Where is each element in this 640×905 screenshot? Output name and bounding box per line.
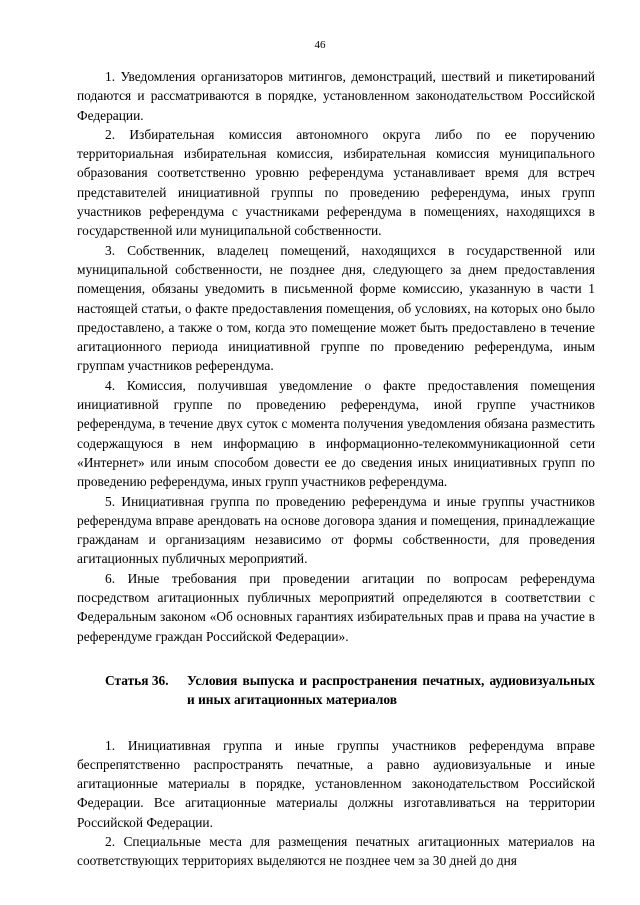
paragraph-6: 6. Иные требования при проведении агитации по вопросам референдума посредством агитационных публичных мероприятий определяются в соответствии с Федеральным законом «Об основных гарантиях избирательных прав и права на участие в референдуме граждан Российской Федерации».: [77, 570, 595, 644]
article-heading: [77, 671, 595, 710]
article-paragraph-2: 2. Специальные места для размещения печатных агитационных материалов на соответствующих территориях выделяются не позднее чем за 30 дней до дня: [77, 833, 595, 869]
paragraph-5: 5. Инициативная группа по проведению референдума и иные группы участников референдума вправе арендовать на основе договора здания и помещения, принадлежащие гражданам и организациям независимо от формы собственности, для проведения агитационных публичных мероприятий.: [77, 493, 595, 567]
paragraph-2: 2. Избирательная комиссия автономного округа либо по ее поручению территориальная избирательная комиссия, избирательная комиссия муниципального образования соответственно уровню референдума устанавливает время для встреч представителей инициативной группы по проведению референдума, иных групп участников референдума с участниками референдума в помещениях, находящихся в государственной или муниципальной собственности.: [77, 126, 595, 239]
paragraph-3: 3. Собственник, владелец помещений, находящихся в государственной или муниципальной собственности, не позднее дня, следующего за днем предоставления помещения, обязаны уведомить в письменной форме комиссию, указанную в части 1 настоящей статьи, о факте предоставления помещения, об условиях, на которых оно было предоставлено, а также о том, когда это помещение может быть предоставлено в течение агитационного периода инициативной группе по проведению референдума, иным группам участников референдума.: [77, 242, 595, 374]
page-number: 46: [314, 39, 326, 51]
document-body: [77, 67, 595, 871]
article-number: Статья 36.: [105, 672, 169, 688]
article-paragraph-1: 1. Инициативная группа и иные группы участников референдума вправе беспрепятственно распространять печатные, а равно аудиовизуальные и иные агитационные материалы в порядке, установленном законодательством Российской Федерации. Все агитационные материалы должны изготавливаться на территории Российской Федерации.: [77, 737, 595, 830]
paragraph-1: 1. Уведомления организаторов митингов, демонстраций, шествий и пикетирований подаются и рассматриваются в порядке, установленном законодательством Российской Федерации.: [77, 69, 595, 123]
article-title: Условия выпуска и распространения печатных, аудиовизуальных и иных агитационных материалов: [187, 672, 595, 708]
paragraph-4: 4. Комиссия, получившая уведомление о факте предоставления помещения инициативной группе по проведению референдума, иной группе участников референдума, в течение двух суток с момента получения уведомления обязана разместить содержащуюся в нем информацию в информационно-телекоммуникационной сети «Интернет» или иным способом довести ее до сведения иных инициативных групп по проведению референдума, иных групп участников референдума.: [77, 377, 595, 490]
